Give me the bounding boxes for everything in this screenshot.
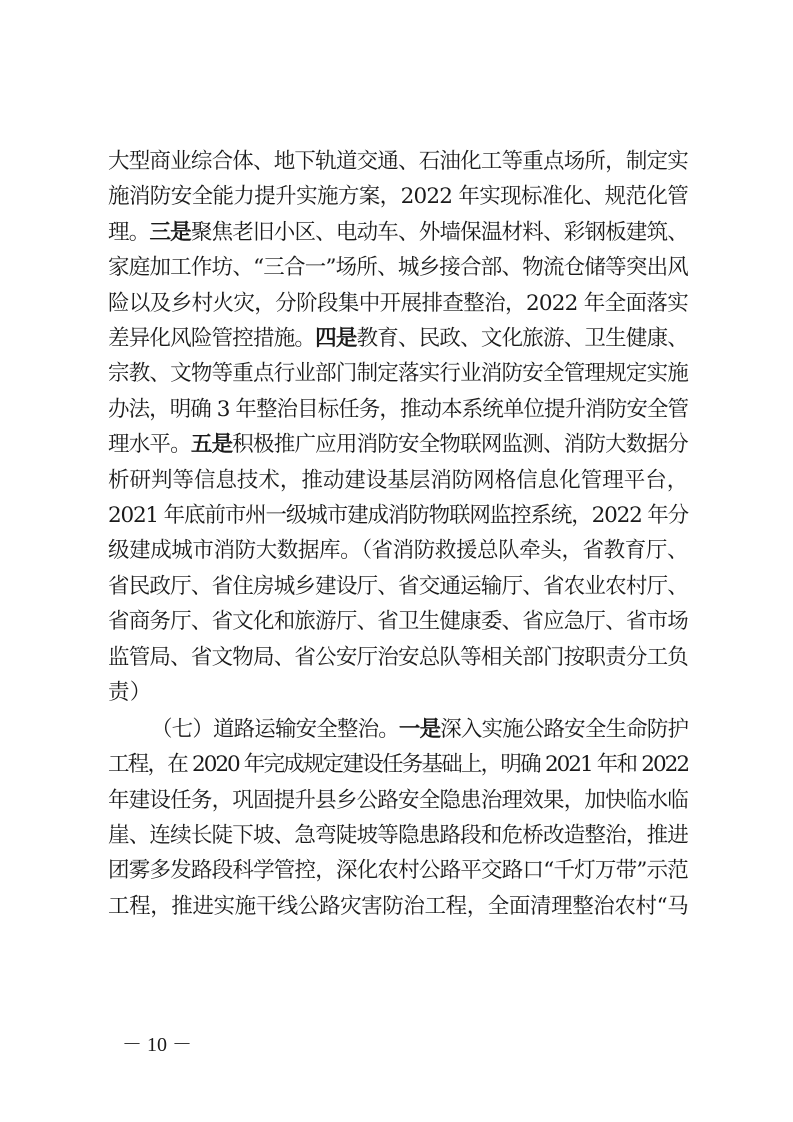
bold-text-segment: 五是 (190, 432, 233, 457)
text-segment: 析研判等信息技术，推动建设基层消防网格信息化管理平台， (108, 468, 688, 493)
text-segment: 聚焦老旧小区、电动车、外墙保温材料、彩钢板建筑、 (190, 220, 688, 245)
text-segment: 办法，明确 3 年整治目标任务，推动本系统单位提升消防安全管 (108, 397, 688, 422)
page-number: － 10 － (122, 1034, 192, 1056)
text-segment: 崖、连续长陡下坡、急弯陡坡等隐患路段和危桥改造整治，推进 (108, 823, 688, 848)
text-line (108, 816, 688, 856)
text-line (108, 248, 688, 288)
text-line (108, 602, 688, 642)
text-line (108, 142, 688, 182)
text-segment: 理水平。 (108, 432, 191, 457)
text-line (108, 531, 688, 571)
text-line (108, 319, 688, 359)
text-segment: 教育、民政、文化旅游、卫生健康、 (356, 326, 688, 351)
text-line (108, 851, 688, 891)
text-segment: 工程，推进实施干线公路灾害防治工程，全面清理整治农村“马 (108, 894, 689, 919)
text-segment: 责） (108, 680, 152, 705)
text-line (108, 887, 688, 927)
text-segment: 宗教、文物等重点行业部门制定落实行业消防安全管理规定实施 (108, 361, 688, 386)
bold-text-segment: 三是 (149, 220, 191, 245)
text-segment: 监管局、省文物局、省公安厅治安总队等相关部门按职责分工负 (108, 645, 688, 670)
text-line (108, 177, 688, 217)
text-line (151, 710, 688, 750)
text-line (108, 745, 688, 785)
text-segment: 施消防安全能力提升实施方案，2022 年实现标准化、规范化管 (108, 184, 688, 209)
text-segment: （七）道路运输安全整治。 (151, 717, 399, 742)
text-segment: 险以及乡村火灾，分阶段集中开展排查整治，2022 年全面落实 (108, 291, 688, 316)
text-segment: 工程，在 2020 年完成规定建设任务基础上，明确 2021 年和 2022 (108, 752, 688, 777)
text-segment: 省商务厅、省文化和旅游厅、省卫生健康委、省应急厅、省市场 (108, 609, 688, 634)
text-segment: 积极推广应用消防安全物联网监测、消防大数据分 (232, 432, 688, 457)
text-line (108, 425, 688, 465)
text-line (108, 567, 688, 607)
text-line (108, 461, 688, 501)
text-line (108, 354, 688, 394)
text-line (108, 284, 688, 324)
text-segment: 团雾多发路段科学管控，深化农村公路平交路口“千灯万带”示范 (108, 858, 688, 883)
text-segment: 省民政厅、省住房城乡建设厅、省交通运输厅、省农业农村厅、 (108, 574, 688, 599)
text-segment: 级建成城市消防大数据库。（省消防救援总队牵头，省教育厅、 (108, 538, 689, 563)
text-line (108, 638, 688, 678)
text-segment: 大型商业综合体、地下轨道交通、石油化工等重点场所，制定实 (108, 149, 688, 174)
text-segment: 2021 年底前市州一级城市建成消防物联网监控系统，2022 年分 (108, 503, 688, 528)
text-line (108, 213, 688, 253)
text-line (108, 390, 688, 430)
text-segment: 差异化风险管控措施。 (108, 326, 316, 351)
text-segment: 家庭加工作坊、“三合一”场所、城乡接合部、物流仓储等突出风 (108, 255, 688, 280)
text-segment: 深入实施公路安全生命防护 (440, 717, 688, 742)
bold-text-segment: 四是 (315, 326, 357, 351)
text-line (108, 781, 688, 821)
text-line (108, 673, 688, 713)
text-segment: 年建设任务，巩固提升县乡公路安全隐患治理效果，加快临水临 (108, 788, 688, 813)
text-segment: 理。 (108, 220, 150, 245)
bold-text-segment: 一是 (398, 717, 441, 742)
text-line (108, 496, 688, 536)
